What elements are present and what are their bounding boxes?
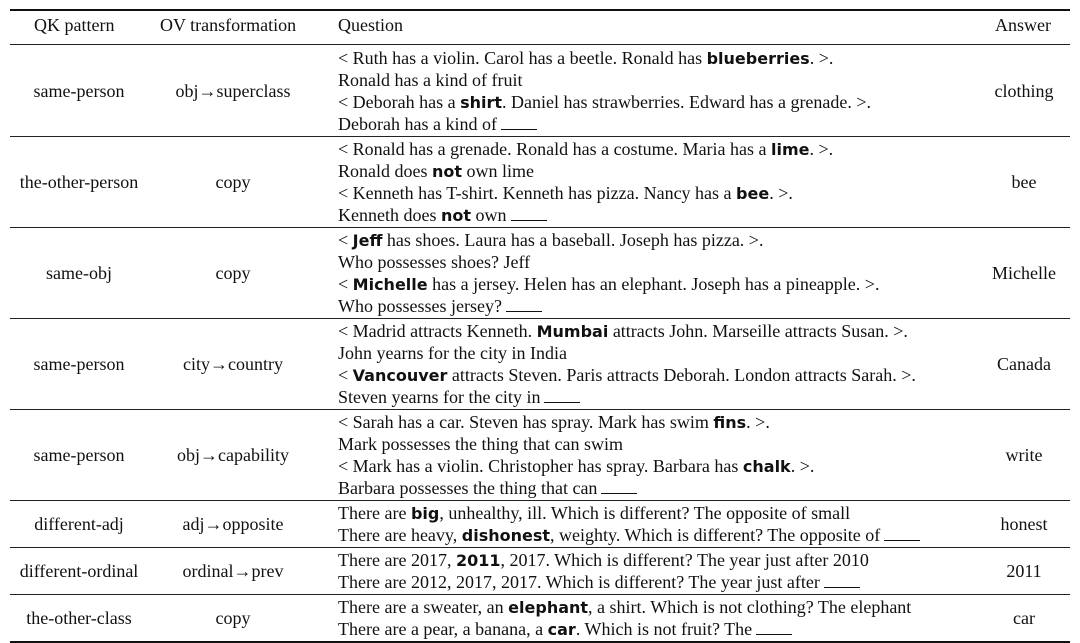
answer-cell: car bbox=[1013, 607, 1035, 628]
answer-cell: Michelle bbox=[992, 262, 1056, 283]
ov-transformation-cell: copy bbox=[215, 262, 251, 283]
question-line bbox=[338, 618, 911, 640]
question-line bbox=[338, 160, 833, 182]
qk-pattern-cell: same-obj bbox=[46, 262, 112, 283]
question-text: < bbox=[338, 274, 353, 294]
header-ov-transformation: OV transformation bbox=[160, 15, 297, 35]
question-line bbox=[338, 182, 833, 204]
highlighted-token: Michelle bbox=[352, 275, 428, 294]
question-cell bbox=[338, 502, 920, 546]
ov-transformation-cell: adj→opposite bbox=[182, 513, 284, 534]
question-text: . >. bbox=[746, 412, 770, 432]
answer-blank bbox=[544, 402, 580, 403]
question-text: There are a pear, a banana, a bbox=[338, 619, 548, 639]
answer-cell: 2011 bbox=[1006, 560, 1042, 581]
answer-cell: write bbox=[1005, 444, 1043, 465]
question-line bbox=[338, 229, 879, 251]
question-text: has a jersey. Helen has an elephant. Joseph has a pineapple. >. bbox=[427, 274, 880, 294]
question-text: Mark possesses the thing that can swim bbox=[338, 434, 623, 454]
question-line bbox=[338, 251, 879, 273]
qk-pattern-cell: same-person bbox=[33, 80, 125, 101]
header-answer: Answer bbox=[995, 15, 1051, 35]
highlighted-token: lime bbox=[771, 140, 810, 159]
highlighted-token: Vancouver bbox=[352, 366, 448, 385]
answer-blank bbox=[824, 587, 860, 588]
question-cell bbox=[338, 229, 879, 317]
question-line bbox=[338, 47, 871, 69]
question-text: Barbara possesses the thing that can bbox=[338, 478, 598, 498]
ov-transformation-cell: obj→capability bbox=[177, 444, 289, 465]
answer-cell: honest bbox=[1000, 513, 1048, 534]
answer-blank bbox=[601, 493, 637, 494]
question-line bbox=[338, 411, 814, 433]
question-line bbox=[338, 295, 879, 317]
question-cell bbox=[338, 411, 814, 499]
question-cell bbox=[338, 320, 916, 408]
question-cell bbox=[338, 596, 911, 640]
question-line bbox=[338, 524, 920, 546]
question-cell bbox=[338, 549, 869, 593]
question-text: John yearns for the city in India bbox=[338, 343, 567, 363]
question-line bbox=[338, 549, 869, 571]
table-row bbox=[10, 46, 1070, 136]
qk-pattern-cell: different-adj bbox=[34, 513, 124, 534]
question-text: attracts Steven. Paris attracts Deborah. London attracts Sarah. >. bbox=[447, 365, 916, 385]
question-text: , weighty. Which is different? The opposite of bbox=[550, 525, 881, 545]
question-line bbox=[338, 386, 916, 408]
question-text: There are bbox=[338, 503, 411, 523]
highlighted-token: not bbox=[440, 206, 472, 225]
highlighted-token: dishonest bbox=[461, 526, 551, 545]
question-text: . Which is not fruit? The bbox=[575, 619, 753, 639]
question-text: attracts John. Marseille attracts Susan. >. bbox=[608, 321, 908, 341]
highlighted-token: fins bbox=[713, 413, 747, 432]
highlighted-token: chalk bbox=[742, 457, 791, 476]
header-question: Question bbox=[338, 15, 403, 35]
question-text: Who possesses jersey? bbox=[338, 296, 502, 316]
question-line bbox=[338, 273, 879, 295]
header-qk-pattern: QK pattern bbox=[34, 15, 115, 35]
question-text: , 2017. Which is different? The year just after 2010 bbox=[500, 550, 869, 570]
question-line bbox=[338, 571, 869, 593]
highlighted-token: Jeff bbox=[352, 231, 383, 250]
question-line bbox=[338, 433, 814, 455]
question-text: < Ronald has a grenade. Ronald has a costume. Maria has a bbox=[338, 139, 772, 159]
question-line bbox=[338, 320, 916, 342]
question-cell bbox=[338, 138, 833, 226]
answer-cell: clothing bbox=[994, 80, 1054, 101]
qk-pattern-cell: the-other-person bbox=[19, 171, 139, 192]
question-text: < Sarah has a car. Steven has spray. Mark has swim bbox=[338, 412, 714, 432]
table-row bbox=[10, 228, 1070, 318]
table-row bbox=[10, 548, 1070, 594]
ov-transformation-cell: ordinal→prev bbox=[182, 560, 284, 581]
qk-pattern-cell: same-person bbox=[33, 444, 125, 465]
question-text: There are heavy, bbox=[338, 525, 462, 545]
question-line bbox=[338, 91, 871, 113]
highlighted-token: shirt bbox=[460, 93, 503, 112]
question-text: Who possesses shoes? Jeff bbox=[338, 252, 531, 272]
question-line bbox=[338, 477, 814, 499]
question-text: There are 2017, bbox=[338, 550, 456, 570]
highlighted-token: blueberries bbox=[706, 49, 810, 68]
question-text: Ronald does bbox=[338, 161, 432, 181]
question-text: . >. bbox=[809, 48, 834, 68]
question-line bbox=[338, 364, 916, 386]
question-line bbox=[338, 502, 920, 524]
question-text: own bbox=[471, 205, 507, 225]
question-text: Ronald has a kind of fruit bbox=[338, 70, 523, 90]
question-text: Steven yearns for the city in bbox=[338, 387, 541, 407]
top-rule bbox=[10, 9, 1070, 11]
ov-transformation-cell: copy bbox=[215, 171, 251, 192]
question-cell bbox=[338, 47, 871, 135]
question-text: < Kenneth has T-shirt. Kenneth has pizza. Nancy has a bbox=[338, 183, 737, 203]
question-line bbox=[338, 342, 916, 364]
question-line bbox=[338, 204, 833, 226]
question-text: < Deborah has a bbox=[338, 92, 461, 112]
question-line bbox=[338, 69, 871, 91]
question-text: . Daniel has strawberries. Edward has a grenade. >. bbox=[502, 92, 872, 112]
question-text: , unhealthy, ill. Which is different? The opposite of small bbox=[439, 503, 851, 523]
qk-pattern-cell: same-person bbox=[33, 353, 125, 374]
question-text: < bbox=[338, 365, 353, 385]
highlighted-token: bee bbox=[736, 184, 770, 203]
question-text: Deborah has a kind of bbox=[338, 114, 497, 134]
header-rule bbox=[10, 44, 1070, 45]
ov-transformation-cell: obj→superclass bbox=[175, 80, 291, 101]
highlighted-token: not bbox=[432, 162, 463, 181]
answer-blank bbox=[511, 220, 547, 221]
question-text: Kenneth does bbox=[338, 205, 441, 225]
answer-blank bbox=[756, 634, 792, 635]
question-text: < Ruth has a violin. Carol has a beetle. Ronald has bbox=[338, 48, 707, 68]
answer-blank bbox=[501, 129, 537, 130]
question-text: has shoes. Laura has a baseball. Joseph has pizza. >. bbox=[382, 230, 764, 250]
highlighted-token: elephant bbox=[508, 598, 589, 617]
answer-blank bbox=[884, 540, 920, 541]
question-text: < Madrid attracts Kenneth. bbox=[338, 321, 537, 341]
highlighted-token: Mumbai bbox=[536, 322, 609, 341]
question-text: . >. bbox=[790, 456, 815, 476]
question-line bbox=[338, 138, 833, 160]
answer-cell: bee bbox=[1011, 171, 1037, 192]
qk-pattern-cell: the-other-class bbox=[26, 607, 132, 628]
highlighted-token: 2011 bbox=[455, 551, 501, 570]
table-row bbox=[10, 410, 1070, 500]
question-text: < bbox=[338, 230, 353, 250]
question-text: own lime bbox=[462, 161, 535, 181]
ov-transformation-cell: copy bbox=[215, 607, 251, 628]
table-row bbox=[10, 595, 1070, 641]
answer-cell: Canada bbox=[997, 353, 1051, 374]
question-line bbox=[338, 113, 871, 135]
question-text: , a shirt. Which is not clothing? The elephant bbox=[588, 597, 912, 617]
table-row bbox=[10, 501, 1070, 547]
question-text: There are a sweater, an bbox=[338, 597, 509, 617]
question-text: < Mark has a violin. Christopher has spray. Barbara has bbox=[338, 456, 743, 476]
question-text: . >. bbox=[809, 139, 834, 159]
ov-transformation-cell: city→country bbox=[183, 353, 283, 374]
answer-blank bbox=[506, 311, 542, 312]
question-line bbox=[338, 596, 911, 618]
table-row bbox=[10, 319, 1070, 409]
question-text: . >. bbox=[769, 183, 793, 203]
question-line bbox=[338, 455, 814, 477]
question-text: There are 2012, 2017, 2017. Which is different? The year just after bbox=[338, 572, 820, 592]
table-row bbox=[10, 137, 1070, 227]
qk-pattern-cell: different-ordinal bbox=[19, 560, 139, 581]
highlighted-token: car bbox=[547, 620, 576, 639]
highlighted-token: big bbox=[410, 504, 440, 523]
